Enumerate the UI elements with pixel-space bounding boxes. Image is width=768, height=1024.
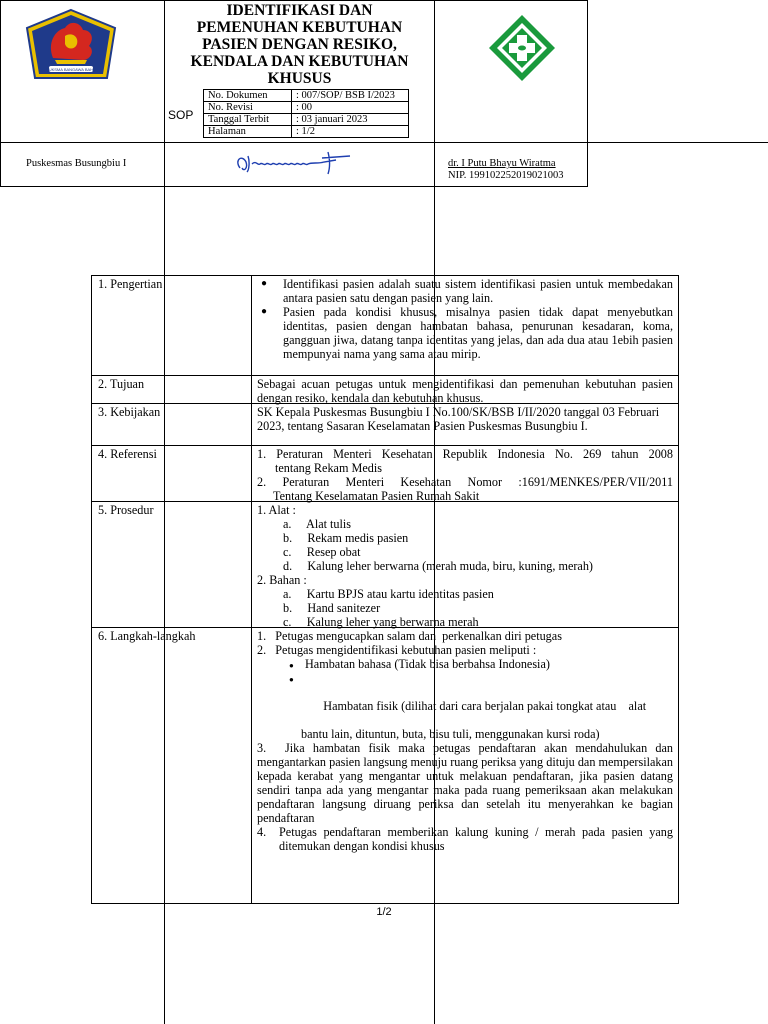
list-item: bantu lain, dituntun, buta, bisu tuli, menggunakan kursi roda)	[301, 727, 600, 741]
puskesmas-name: Puskesmas Busungbiu I	[26, 158, 127, 169]
bullet-icon: ●	[261, 278, 268, 289]
list-item: b. Rekam medis pasien	[283, 531, 409, 545]
section-label-tujuan: 2. Tujuan	[98, 377, 145, 391]
list-item: Tentang Keselamatan Pasien Rumah Sakit	[273, 489, 480, 503]
header-divider	[0, 142, 768, 143]
regency-emblem-logo	[25, 8, 117, 83]
list-item: c. Resep obat	[283, 545, 361, 559]
referensi-content	[257, 447, 673, 503]
list-item: 4. Petugas pendaftaran memberikan kalung kuning / merah pada pasien yang ditemukan dengan kondisi khusus	[257, 825, 673, 853]
kebijakan-content: SK Kepala Puskesmas Busungbiu I No.100/SK/BSB I/II/2020 tanggal 03 Februari 2023, tentang Sasaran Keselamatan Pasien Puskesmas Busungbiu I.	[257, 405, 660, 433]
revision-row: No. Revisi : 00	[204, 102, 409, 114]
tujuan-content: Sebagai acuan petugas untuk mengidentifikasi dan pemenuhan kebutuhan pasien dengan resiko, kendala dan kebutuhan khusus.	[257, 377, 673, 405]
list-item: ● Pasien pada kondisi khusus, misalnya pasien tidak dapat menyebutkan identitas, pasien dengan hambatan bahasa, penurunan kesadaran, koma, gangguan jiwa, datang tanpa identitas yang jelas, dan ada dua atau 1ebih pasien mempunyai nama yang sama atau mirip.	[261, 305, 673, 361]
issue-date-row: Tanggal Terbit : 03 januari 2023	[204, 114, 409, 126]
page-number: 1/2	[376, 906, 392, 918]
sop-label: SOP	[168, 108, 194, 122]
doctor-name: dr. I Putu Bhayu Wiratma	[448, 158, 556, 169]
document-info-table	[203, 89, 409, 138]
sop-content-table	[91, 275, 679, 904]
list-item: c. Kalung leher yang berwarna merah	[283, 615, 479, 629]
section-label-kebijakan: 3. Kebijakan	[98, 405, 161, 419]
section-label-langkah: 6. Langkah-langkah	[98, 629, 196, 643]
bahan-heading: 2. Bahan :	[257, 573, 307, 587]
bullet-icon: ●	[289, 675, 294, 684]
list-item: 3. Jika hambatan fisik maka petugas pendaftaran akan mendahulukan dan mengantarkan pasien langsung menuju ruang periksa yang dituju dan mempersilakan kepada kerabat yang mengantar untuk melakuan pendaftaran, jika pasien datang sendiri tanpa ada yang mengantar maka pada ruang pemeriksaan akan melakukan pendaftaran langsung diruang periksa dan setelah itu menyerahkan ke bagian pendaftaran	[257, 741, 673, 825]
prosedur-content	[257, 503, 673, 629]
list-item: 2. Petugas mengidentifikasi kebutuhan pasien meliputi :	[257, 643, 537, 657]
list-item: tentang Rekam Medis	[275, 461, 382, 475]
bullet-icon: ●	[289, 661, 294, 670]
row-divider	[92, 445, 678, 446]
list-item: 1. Peraturan Menteri Kesehatan Republik Indonesia No. 269 tahun 2008	[257, 447, 673, 461]
puskesmas-logo	[486, 12, 558, 84]
bullet-icon: ●	[261, 306, 268, 317]
pengertian-content	[257, 277, 673, 361]
list-item: 1. Petugas mengucapkan salam dan perkenalkan diri petugas	[257, 629, 562, 643]
column-divider	[251, 276, 252, 903]
doctor-nip: NIP. 199102252019021003	[448, 170, 564, 181]
list-item: a. Kartu BPJS atau kartu identitas pasien	[283, 587, 494, 601]
list-item: ● Hambatan bahasa (Tidak bisa berbahsa Indonesia)	[289, 657, 550, 671]
row-divider	[92, 375, 678, 376]
list-item: a. Alat tulis	[283, 517, 352, 531]
section-label-prosedur: 5. Prosedur	[98, 503, 154, 517]
handwritten-signature	[232, 146, 364, 180]
sop-header	[0, 0, 588, 187]
section-label-pengertian: 1. Pengertian	[98, 277, 163, 291]
document-title: IDENTIFIKASI DAN PEMENUHAN KEBUTUHAN PASIEN DENGAN RESIKO, KENDALA DAN KEBUTUHAN KHUSUS	[190, 2, 409, 87]
list-item: ● Identifikasi pasien adalah suatu sistem identifikasi pasien untuk membedakan antara pasien satu dengan pasien yang lain.	[261, 277, 673, 305]
list-item: 2. Peraturan Menteri Kesehatan Nomor :1691/MENKES/PER/VII/2011	[257, 475, 673, 489]
list-item: b. Hand sanitezer	[283, 601, 381, 615]
list-item: d. Kalung leher berwarna (merah muda, biru, kuning, merah)	[283, 559, 593, 573]
section-label-referensi: 4. Referensi	[98, 447, 157, 461]
page-row: Halaman : 1/2	[204, 126, 409, 138]
langkah-content	[257, 629, 673, 853]
alat-heading: 1. Alat :	[257, 503, 296, 517]
list-item: ● Hambatan fisik (dilihat dari cara berjalan pakai tongkat atau alat	[289, 675, 647, 713]
doc-number-row: No. Dokumen : 007/SOP/ BSB I/2023	[204, 90, 409, 102]
emblem-caption: SUKSMA BANGAWA BAHU	[46, 67, 96, 72]
